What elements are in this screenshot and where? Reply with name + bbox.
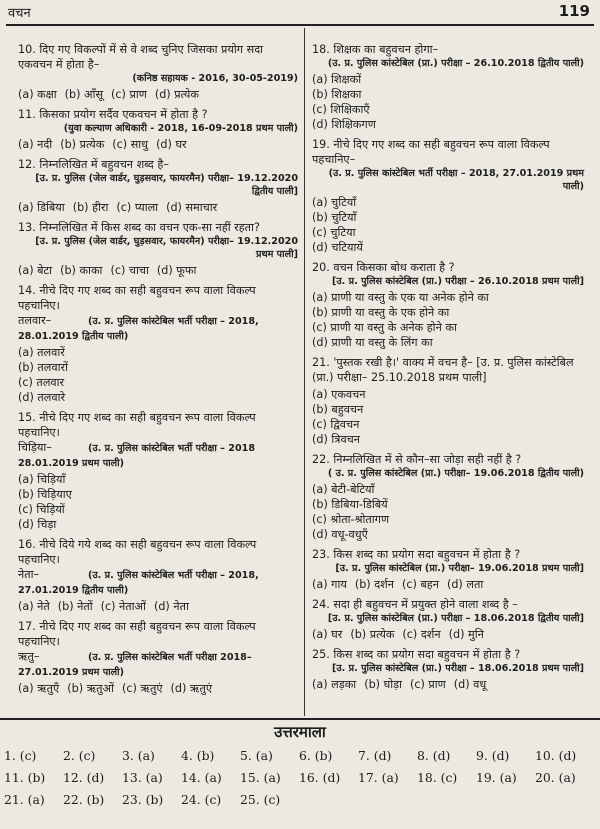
answer-cell: 12. (d) (63, 769, 105, 785)
exam-source: [उ. प्र. पुलिस कांस्टेबिल (प्रा.) परीक्षा – 26.10.2018 प्रथम पाली] (332, 276, 584, 287)
answer-cell: 4. (b) (181, 747, 215, 763)
answer-cell: 6. (b) (299, 747, 333, 763)
option: (a) घर (312, 628, 343, 641)
option: (c) चिड़ियों (18, 503, 65, 516)
answer-cell: 7. (d) (358, 747, 392, 763)
option: (a) चिड़ियाँ (18, 473, 66, 486)
option: (b) डिबिया-डिबियें (312, 498, 388, 511)
option: (a) लड़का (312, 678, 357, 691)
question-block (312, 647, 584, 692)
exam-source: (युवा कल्याण अधिकारी - 2018, 16-09-2018 प्रथम पाली) (63, 123, 298, 134)
answer-cell: 10. (d) (535, 747, 577, 763)
exam-source: [उ. प्र. पुलिस (जेल वार्डर, घुड़सवार, फायरमैन) परीक्षा– 19.12.2020 द्वितीय पाली] (35, 173, 298, 197)
option-list (18, 472, 298, 532)
option: (a) तलवारें (18, 346, 65, 359)
option: (b) प्राणी या वस्तु के एक होने का (312, 306, 450, 319)
option: (c) बहन (401, 578, 439, 591)
exam-source: (उ. प्र. पुलिस कांस्टेबिल भर्ती परीक्षा – 2018, 27.01.2019 द्वितीय पाली) (18, 570, 259, 596)
option: (d) तलवारे (18, 391, 66, 404)
option: (c) द्विवचन (312, 418, 360, 431)
answer-cell: 24. (c) (181, 791, 222, 807)
question-text: 14. नीचे दिए गए शब्द का सही बहुवचन रूप वाला विकल्प पहचानिए। (18, 284, 256, 312)
page-number: 119 (558, 2, 590, 20)
option-list (312, 482, 584, 542)
answer-cell: 3. (a) (122, 747, 155, 763)
exam-source: [उ. प्र. पुलिस कांस्टेबिल (प्रा.) परीक्षा – 18.06.2018 प्रथम पाली] (332, 663, 584, 674)
answer-key-title: उत्तरमाला (274, 723, 326, 741)
answer-cell: 17. (a) (358, 769, 399, 785)
option: (c) चाचा (110, 264, 149, 277)
option: (d) वधू (453, 678, 487, 691)
question-block (312, 547, 584, 592)
option: (d) प्राणी या वस्तु के लिंग का (312, 336, 433, 349)
right-column (312, 42, 584, 697)
question-block (312, 452, 584, 542)
option: (a) प्राणी या वस्तु के एक या अनेक होने का (312, 291, 489, 304)
question-word: ऋतु– (18, 650, 40, 663)
option: (c) तलवार (18, 376, 65, 389)
answer-cell: 9. (d) (476, 747, 510, 763)
question-text: 12. निम्नलिखित में बहुवचन शब्द है– (18, 158, 169, 171)
answer-row (4, 788, 594, 810)
option: (d) त्रिवचन (312, 433, 360, 446)
question-word: चिड़िया– (18, 441, 52, 454)
option-list (18, 681, 298, 696)
left-column (18, 42, 298, 701)
option-list (18, 345, 298, 405)
option: (d) ऋतुएं (170, 682, 213, 695)
option: (b) ऋतुओं (67, 682, 114, 695)
question-word-line (18, 567, 298, 597)
question-text: 18. शिक्षक का बहुवचन होगा– (312, 43, 439, 56)
option: (b) चिड़ियाए (18, 488, 72, 501)
option: (c) चुटिया (312, 226, 356, 239)
option: (d) घर (156, 138, 187, 151)
option-list (18, 200, 298, 215)
option: (c) नेताओं (100, 600, 146, 613)
option: (c) श्रोता-श्रोतागण (312, 513, 390, 526)
exam-source: (उ. प्र. पुलिस कांस्टेबिल भर्ती परीक्षा – 2018 28.01.2019 प्रथम पाली) (18, 443, 255, 469)
section-title: वचन (8, 6, 31, 21)
option: (c) दर्शन (402, 628, 441, 641)
option: (b) दर्शन (354, 578, 394, 591)
answer-cell: 18. (c) (417, 769, 458, 785)
answer-cell: 15. (a) (240, 769, 281, 785)
question-text: 11. किसका प्रयोग सर्दैव एकवचन में होता है ? (18, 108, 208, 121)
question-text: 16. नीचे दिये गये शब्द का सही बहुवचन रूप वाला विकल्प पहचानिए। (18, 538, 257, 566)
option: (a) शिक्षकों (312, 73, 362, 86)
option: (c) शिक्षिकाएँ (312, 103, 370, 116)
question-block (18, 537, 298, 614)
option: (b) प्रत्येक (350, 628, 395, 641)
option: (b) आँसू (64, 88, 104, 101)
column-divider (304, 28, 305, 716)
option: (a) बेटी-बेटियाँ (312, 483, 375, 496)
question-text: 10. दिए गए विकल्पों में से वे शब्द चुनिए जिसका प्रयोग सदा एकवचन में होता है– (18, 43, 264, 71)
question-text: 13. निम्नलिखित में किस शब्द का वचन एक-सा नहीं रहता? (18, 221, 260, 234)
option: (a) बेटा (18, 264, 53, 277)
answer-cell: 1. (c) (4, 747, 37, 763)
option-list (312, 627, 584, 642)
option: (c) प्राण (409, 678, 446, 691)
option: (a) नेते (18, 600, 50, 613)
option: (b) नेतों (57, 600, 93, 613)
answer-cell: 19. (a) (476, 769, 517, 785)
option: (c) प्याला (116, 201, 159, 214)
option: (a) नदी (18, 138, 53, 151)
question-text: 25. किस शब्द का प्रयोग सदा बहुवचन में होता है ? (312, 648, 521, 661)
answer-cell: 5. (a) (240, 747, 273, 763)
question-word-line (18, 313, 298, 343)
option: (d) चटियायें (312, 241, 363, 254)
question-word-line (18, 440, 298, 470)
exam-source: (उ. प्र. पुलिस कांस्टेबिल भर्ती परीक्षा – 2018, 27.01.2019 प्रथम पाली) (328, 168, 584, 192)
option: (d) चिड़ा (18, 518, 57, 531)
answer-cell: 8. (d) (417, 747, 451, 763)
exam-source: [उ. प्र. पुलिस कांस्टेबिल (प्रा.) परीक्षा – 18.06.2018 द्वितीय पाली] (327, 613, 584, 624)
question-block (312, 355, 584, 447)
option: (d) नेता (153, 600, 189, 613)
option: (c) प्राण (111, 88, 147, 101)
option: (d) लता (446, 578, 484, 591)
option: (d) समाचार (166, 201, 218, 214)
option: (c) साधु (112, 138, 149, 151)
answer-cell: 23. (b) (122, 791, 164, 807)
option-list (312, 195, 584, 255)
option-list (312, 72, 584, 132)
option: (b) बहुवचन (312, 403, 364, 416)
page-header (6, 2, 594, 26)
option: (d) फूफा (156, 264, 197, 277)
option-list (312, 677, 584, 692)
option-list (18, 137, 298, 152)
answer-key-heading (0, 718, 600, 742)
option: (a) डिबिया (18, 201, 65, 214)
answer-cell: 22. (b) (63, 791, 105, 807)
question-block (312, 137, 584, 255)
question-block (312, 260, 584, 350)
question-block (18, 157, 298, 215)
option: (b) शिक्षका (312, 88, 362, 101)
answer-cell: 2. (c) (63, 747, 96, 763)
option: (b) प्रत्येक (60, 138, 105, 151)
exam-source: ( उ. प्र. पुलिस कांस्टेबिल (प्रा.) परीक्षा– 19.06.2018 द्वितीय पाली) (327, 468, 584, 479)
option-list (312, 290, 584, 350)
question-block (312, 42, 584, 132)
option: (a) चुटियाँ (312, 196, 357, 209)
answer-cell: 21. (a) (4, 791, 45, 807)
question-text: 22. निम्नलिखित में से कौन–सा जोड़ा सही नहीं है ? (312, 453, 522, 466)
question-text: 19. नीचे दिए गए शब्द का सही बहुवचन रूप वाला विकल्प पहचानिए– (312, 138, 550, 166)
option-list (312, 577, 584, 592)
option: (c) ऋतुएं (122, 682, 163, 695)
answer-cell: 14. (a) (181, 769, 222, 785)
question-word: नेता– (18, 568, 40, 581)
answer-cell: 11. (b) (4, 769, 46, 785)
answer-cell: 25. (c) (240, 791, 281, 807)
option: (a) ऋतुएँ (18, 682, 60, 695)
question-word-line (18, 649, 298, 679)
question-block (18, 410, 298, 532)
option: (b) तलवारों (18, 361, 68, 374)
exam-source: [उ. प्र. पुलिस (जेल वार्डर, घुड़सवार, फायरमैन) परीक्षा– 19.12.2020 प्रथम पाली] (35, 236, 298, 260)
question-block (312, 597, 584, 642)
option: (a) एकवचन (312, 388, 366, 401)
option-list (18, 87, 298, 102)
option: (b) हीरा (72, 201, 109, 214)
option-list (312, 387, 584, 447)
option: (b) घोड़ा (364, 678, 402, 691)
question-block (18, 283, 298, 405)
question-block (18, 619, 298, 696)
option: (d) मुनि (448, 628, 484, 641)
option: (d) प्रत्येक (154, 88, 199, 101)
option: (d) शिक्षिकगण (312, 118, 376, 131)
question-text: 23. किस शब्द का प्रयोग सदा बहुवचन में होता है ? (312, 548, 521, 561)
option: (d) वधू-वधुएँ (312, 528, 368, 541)
option: (b) काका (60, 264, 103, 277)
option: (a) कक्षा (18, 88, 57, 101)
question-text: 24. सदा ही बहुवचन में प्रयुक्त होने वाला शब्द है – (312, 598, 518, 611)
answer-cell: 16. (d) (299, 769, 341, 785)
question-text: 21. 'पुस्तक रखी है।' वाक्य में वचन है– [उ. प्र. पुलिस कांस्टेबिल (प्रा.) परीक्षा– 25.10.2018 प्रथम पाली] (312, 356, 574, 384)
exam-source: (उ. प्र. पुलिस कांस्टेबिल भर्ती परीक्षा 2018– 27.01.2019 प्रथम पाली) (18, 652, 252, 678)
question-text: 15. नीचे दिए गए शब्द का सही बहुवचन रूप वाला विकल्प पहचानिए। (18, 411, 256, 439)
answer-cell: 13. (a) (122, 769, 163, 785)
answer-key-grid (4, 744, 594, 810)
option: (c) प्राणी या वस्तु के अनेक होने का (312, 321, 457, 334)
answer-row (4, 766, 594, 788)
question-text: 20. वचन किसका बोध कराता है ? (312, 261, 455, 274)
exam-source: [उ. प्र. पुलिस कांस्टेबिल (प्रा.) परीक्षा– 19.06.2018 प्रथम पाली] (335, 563, 584, 574)
question-block (18, 220, 298, 278)
answer-row (4, 744, 594, 766)
question-block (18, 107, 298, 152)
option-list (18, 263, 298, 278)
answer-cell: 20. (a) (535, 769, 576, 785)
option: (a) गाय (312, 578, 347, 591)
question-text: 17. नीचे दिए गए शब्द का सही बहुवचन रूप वाला विकल्प पहचानिए। (18, 620, 256, 648)
exam-source: (उ. प्र. पुलिस कांस्टेबिल (प्रा.) परीक्षा – 26.10.2018 द्वितीय पाली) (327, 58, 584, 69)
exam-source: (कनिष्ठ सहायक - 2016, 30-05-2019) (132, 73, 298, 84)
exam-source: (उ. प्र. पुलिस कांस्टेबिल भर्ती परीक्षा – 2018, 28.01.2019 द्वितीय पाली) (18, 316, 259, 342)
question-block (18, 42, 298, 102)
option: (b) चुटियाँ (312, 211, 357, 224)
question-word: तलवार– (18, 314, 52, 327)
option-list (18, 599, 298, 614)
